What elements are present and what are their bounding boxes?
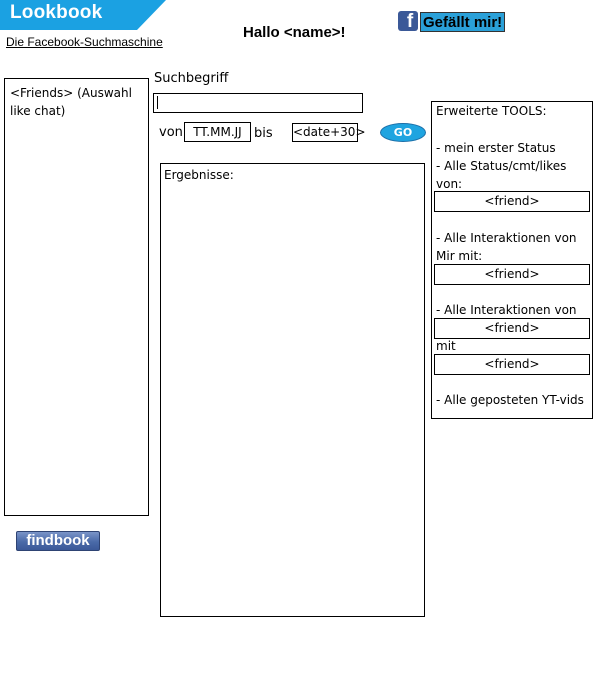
friend-select-4[interactable]: <friend> (434, 354, 590, 375)
tagline-link[interactable]: Die Facebook-Suchmaschine (6, 35, 163, 49)
date-to-field[interactable]: <date+30> (292, 123, 358, 142)
date-to-label: bis (254, 126, 273, 141)
friend-select-1[interactable]: <friend> (434, 191, 590, 212)
date-from-label: von (159, 125, 183, 140)
tool-interactions-me[interactable]: - Alle Interaktionen von (436, 231, 577, 245)
tool-with-label: mit (436, 339, 456, 353)
tool-status-likes-from: von: (436, 177, 463, 191)
tool-interactions-me-with: Mir mit: (436, 249, 483, 263)
logo-text: Lookbook (10, 2, 103, 23)
friend-select-3[interactable]: <friend> (434, 318, 590, 339)
friends-panel[interactable] (4, 78, 149, 516)
friends-list-placeholder: <Friends> (Auswahl like chat) (10, 86, 132, 118)
greeting-text: Hallo <name>! (243, 24, 346, 41)
search-label: Suchbegriff (154, 71, 229, 86)
date-from-field[interactable]: TT.MM.JJ (184, 122, 251, 142)
results-panel (160, 163, 425, 617)
text-caret (157, 96, 158, 109)
tool-interactions-between[interactable]: - Alle Interaktionen von (436, 303, 577, 317)
search-input[interactable] (153, 93, 363, 113)
results-label: Ergebnisse: (164, 168, 234, 182)
facebook-icon[interactable]: f (398, 11, 418, 31)
tool-yt-vids[interactable]: - Alle geposteten YT-vids (436, 393, 584, 407)
friend-select-2[interactable]: <friend> (434, 264, 590, 285)
findbook-button[interactable]: findbook (16, 531, 100, 551)
tool-status-likes[interactable]: - Alle Status/cmt/likes (436, 159, 567, 173)
like-button[interactable]: Gefällt mir! (420, 12, 505, 32)
tools-title: Erweiterte TOOLS: (436, 104, 547, 118)
go-button[interactable]: GO (380, 123, 426, 142)
tool-first-status[interactable]: - mein erster Status (436, 141, 556, 155)
